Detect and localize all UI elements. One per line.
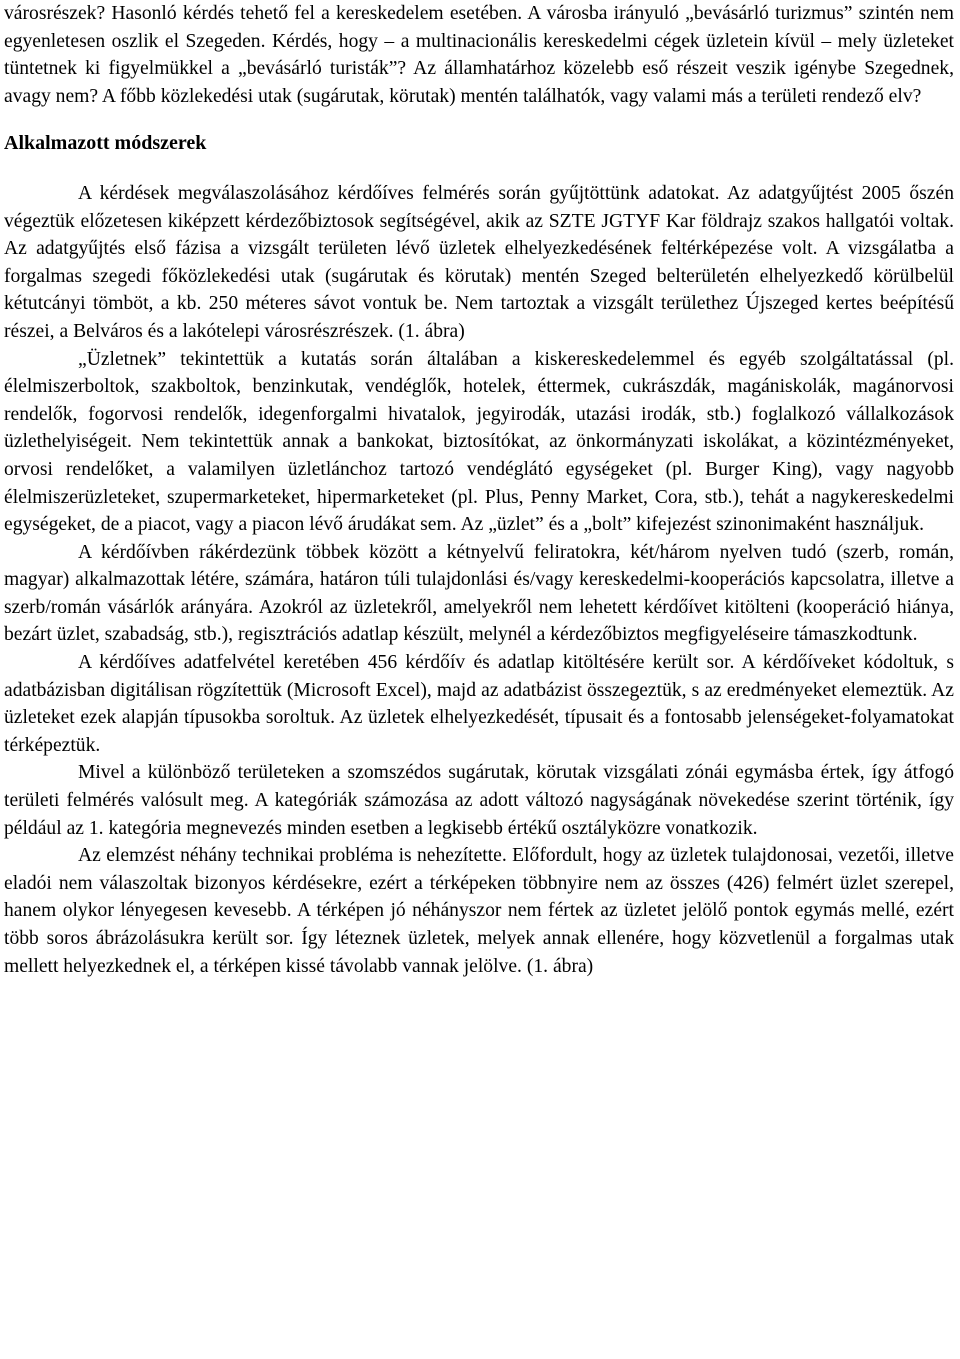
body-paragraph-4: A kérdőíves adatfelvétel keretében 456 kérdőív és adatlap kitöltésére került sor. A kérdőíveket kódoltuk, s adatbázisban digitálisan rögzítettük (Microsoft Excel), majd az adatbázist összegeztük, s az eredményeket elemeztük. Az üzleteket ezek alapján típusokba soroltuk. Az üzletek elhelyezkedését, típusait és a fontosabb jelenségeket-folyamatokat térképeztük.: [4, 652, 954, 756]
body-paragraph-2: „Üzletnek” tekintettük a kutatás során általában a kiskereskedelemmel és egyéb szolgáltatással (pl. élelmiszerboltok, szakboltok, benzinkutak, vendéglők, hotelek, éttermek, cukrászdák, magániskolák, magánorvosi rendelők, fogorvosi rendelők, idegenforgalmi hivatalok, jegyirodák, utazási irodák, stb.) foglalkozó vállalkozások üzlethelyiségeit. Nem tekintettük annak a bankokat, biztosítókat, az önkormányzati iskolákat, a közintézményeket, orvosi rendelőket, a valamilyen üzletlánchoz tartozó vendéglátó egységeket (pl. Burger King), vagy nagyobb élelmiszerüzleteket, szupermarketeket, hipermarketeket (pl. Plus, Penny Market, Cora, stb.), tehát a nagykereskedelmi egységeket, de a piacot, vagy a piacon lévő árudákat sem. Az „üzlet” és a „bolt” kifejezést szinonimaként használjuk.: [4, 348, 954, 536]
document-page: [4, 0, 954, 980]
intro-paragraph: városrészek? Hasonló kérdés tehető fel a kereskedelem esetében. A városba irányuló „bevásárló turizmus” szintén nem egyenletesen oszlik el Szegeden. Kérdés, hogy – a multinacionális kereskedelmi cégek üzletein kívül – mely üzleteket tüntetnek ki figyelmükkel a „bevásárló turisták”? Az államhatárhoz közelebb eső részeit veszik igénybe Szegednek, avagy nem? A főbb közlekedési utak (sugárutak, körutak) mentén találhatók, vagy valami más a területi rendező elv?: [4, 3, 954, 107]
section-heading: Alkalmazott módszerek: [4, 132, 207, 155]
body-paragraph-1: A kérdések megválaszolásához kérdőíves felmérés során gyűjtöttünk adatokat. Az adatgyűjtést 2005 őszén végeztük előzetesen kiképzett kérdezőbiztosok segítségével, akik az SZTE JGTYF Kar földrajz szakos hallgatói voltak. Az adatgyűjtés első fázisa a vizsgált területen lévő üzletek elhelyezkedésének feltérképezése volt. A vizsgálatba a forgalmas szegedi főközlekedési utak (sugárutak és körutak) mentén Szeged belterületén elhelyezkedő körülbelül kétutcányi tömböt, a kb. 250 méteres sávot vontuk be. Nem tartoztak a vizsgált területhez Újszeged kertes beépítésű részei, a Belváros és a lakótelepi városrészrészek. (1. ábra): [4, 182, 954, 342]
spacer: [4, 158, 954, 180]
body-paragraph-5: Mivel a különböző területeken a szomszédos sugárutak, körutak vizsgálati zónái egymásba értek, így átfogó területi felmérés valósult meg. A kategóriák számozása az adott változó nagyságának növekedése szerint történik, így például az 1. kategória megnevezés minden esetben a legkisebb értékű osztályközre vonatkozik.: [4, 762, 954, 839]
spacer: [4, 110, 954, 130]
body-paragraph-6: Az elemzést néhány technikai probléma is nehezítette. Előfordult, hogy az üzletek tulajdonosai, vezetői, illetve eladói nem válaszoltak bizonyos kérdésekre, ezért a térképeken többnyire nem az összes (426) felmért üzlet szerepel, hanem olykor lényegesen kevesebb. A térképen jó néhányszor nem fértek az üzletet jelölő pontok egymás mellé, ezért több soros ábrázolásukra került sor. Így léteznek üzletek, melyek annak ellenére, hogy közvetlenül a forgalmas utak mellett helyezkednek el, a térképen kissé távolabb vannak jelölve. (1. ábra): [4, 845, 954, 977]
body-paragraph-3: A kérdőívben rákérdezünk többek között a kétnyelvű feliratokra, két/három nyelven tudó (szerb, román, magyar) alkalmazottak létére, számára, határon túli tulajdonlási és/vagy kereskedelmi-kooperációs kapcsolatra, illetve a szerb/román vásárlók arányára. Azokról az üzletekről, amelyekről nem lehetett kérdőívet kitölteni (kooperáció hiánya, bezárt üzlet, szabadság, stb.), regisztrációs adatlap készült, melynél a kérdezőbiztos megfigyeléseire támaszkodtunk.: [4, 541, 954, 646]
